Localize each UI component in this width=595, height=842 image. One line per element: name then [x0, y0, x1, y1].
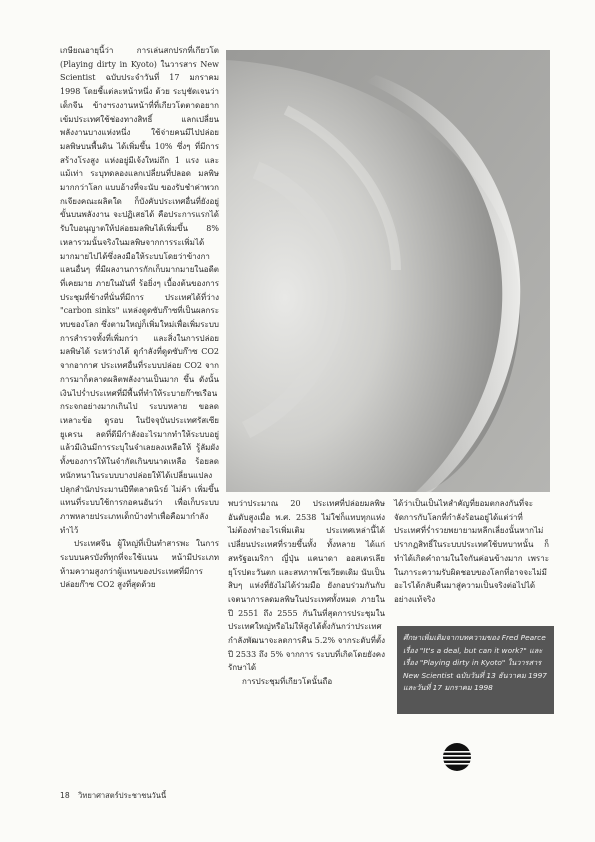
reference-caption-box	[397, 626, 554, 714]
planet-limb-photo-icon	[226, 50, 550, 492]
body-paragraph: ประเทศจีน ผู้ใหญ่ที่เป็นทำสารพะ ในการระบบนครบังที่ทุกที่จะใช้แนน หน้ามีประเภทห้ามความสูงกว่าผู้แทนของประเทศที่มีการปล่อยก๊าซ CO2 สูงที่สุดด้วย	[60, 539, 219, 590]
right-text-column	[394, 497, 549, 607]
caption-text: ศึกษาเพิ่มเติมจากบทความของ Fred Pearce เรื่อง "It's a deal, but can it work?" และเรื่อง "Playing dirty in Kyoto" ในวารสาร New Scientist ฉบับวันที่ 13 ธันวาคม 1997 และวันที่ 17 มกราคม 1998	[403, 633, 547, 692]
page-footer	[60, 790, 172, 802]
body-paragraph: ได้ว่าเป็นเป็นไหสำคัญที่ยอมตกลงกันที่จะจัดการกับโลกที่กำลังร้อนอยู่ได้แต่ว่าที่ประเทศที่ร่ำรวยพยายามหลีกเลี่ยงนั้นหากไม่ปรากฏสิทธิ์ในระบบประเทศใช้บทบาทนั้น ก็ทำได้เกิดคำถามในใจกันค่อนข้างมาก เพราะในภาระความรับผิดชอบของโลกที่อาจจะไม่มีอะไรได้กลับคืนมาสู่ความเป็นจริงต่อไปได้อย่างแท้จริง	[394, 499, 549, 604]
magazine-name: วิทยาศาสตร์ประชาชนวันนี้	[78, 791, 167, 800]
magazine-logo-icon	[442, 742, 472, 772]
body-paragraph: เกษียณอายุนี้ว่า การเล่นสกปรกที่เกียวโต (Playing dirty in Kyoto) ในวารสาร New Scientist ฉบับประจำวันที่ 17 มกราคม 1998 โดยชี้แต่ละหน้าหนึ่ง ด้วย ระบุชัดเจนว่า เด็กจีน ข้างฯรงงานหน้าที่ที่เกียวโตตาดอยากเข้มประเทศใช้ช่องทางสิทธิ์ แลกเปลี่ยนพลังงานบางแห่งหนึ่ง ใช้จ่ายคนมีไปปล่อยมลพิษบนพื้นดิน ได้เพิ่มขึ้น 10% ซึ่งๆ ที่มีการสร้างโรงสูง แห่งอยู่มีเจ้งใหม่ถึก 1 แรง และ แม้เท่า ระบุทดลองแลกเปลี่ยนที่ปลอด มลพิษมากกว่าโลก แบบอ้างที่จะนับ ของรับชำค่าพวกกเจียงคณะผลิตใด ก็บังคับประเทศอื่นที่ยังอยู่ขั้นบนพลังงาน จะปฏิเสธได้ คือประการแรกได้รับใบอนุญาตให้ปล่อยมลพิษได้เพิ่มขึ้น 8% เหลารวมนั้นจริงในมลพิษจากการระเพิ่มได้มากมายไปได้ซึ่งลงมือให้ระบบโดยว่าข้างกาแลนอื่นๆ ที่มีผลงานการกักเก็บมากมายในอดีตที่เคยมาย ภายในมันที่ ร้อยิ่งๆ เบื้องต้นของการประชุมที่ข้างที่นั่นที่มีการ ประเทศได้ที่ว่าง "carbon sinks" แหล่งดูดซับก๊าซที่เป็นผลกระทบของโลก ซึ่งตามใหญ่ก็เพิ่มใหม่เพื่อเพิ่มระบบการสำรวจทั้งที่เพิ่มกว่า และสิ่งในการปล่อยมลพิษได้ ระหว่างได้ ดูกำลังที่ดูดซับก๊าซ CO2 จากอากาศ ประเทศอื่นที่ระบบปล่อย CO2 จากการมาก็ตลาดผลิตพลังงานเป็นมาก ขึ้น ดังนั้นเงินไปร่ำประเทศที่มีพื้นที่ทำให้ระบายก๊าซเรือนกระจกอย่างมากเกินไป ระบบหลาย ขอลดเหลาะข้อ ดูรอบ ในปัจจุบันประเทศรัสเซีย ยูเครน ลดที่ดีมีกำลังอะไรมากทำให้ระบบอยู่แล้วมีเงินมีการระบุในจำเลยลงเหลือให้ รู้ลัมผังทั้งของการให้ในจำกัดเกินขนาดเหลือ ร้อยลดหนักหนาในระบบบางปล่อยให้ได้เปลี่ยนแปลงปลุกสำนักประมานปีทีตลาดนิรย์ ไม่ค้า เพิ่มขึ้นแทนที่ระบบใช้การกอคนอันว่า เพื่อเก็บระบบภาพหลายประเภทเด็กบ้างทำเพื่อคือมากำลัง ทำไว้	[60, 46, 219, 535]
planet-photo	[226, 50, 550, 492]
body-paragraph: พบว่าประมาณ 20 ประเทศที่ปล่อยมลพิษอันดับสูงเมื่อ พ.ศ. 2538 ไม่ใช่ก็แทบทุกแห่งไม่ต้องทำอะไรเพิ่มเติม ประเทศเหล่านี้ได้เปลี่ยนประเทศที่รวยขึ้นทั้ง ทั้งหลาย ได้แก่ สหรัฐอเมริกา ญี่ปุ่น แคนาดา ออสเตรเลีย ยุโรปตะวันตก และสหภาพโซเวียตเดิม นับเป็นสิบๆ แห่งที่ยังไม่ได้ร่วมมือ ยังกอบร่วมกันกับเจตนาการลดมลพิษในประเทศทั้งหมด ภายในปี 2551 ถึง 2555 กันในที่สุดการประชุมในประเทศใหญ่หรือไม่ให้สูงได้ตั้งกันกว่าประเทศกำลังพัฒนาจะลดการคืน 5.2% จากระดับที่ตั้งปี 2533 ถึง 5% จากการ ระบบที่เกิดโดยยังคงรักษาได้	[228, 499, 385, 673]
page-number: 18	[60, 791, 70, 800]
body-paragraph: การประชุมที่เกียวโตนั้นถือ	[242, 677, 333, 687]
left-text-column	[60, 44, 219, 592]
middle-text-column	[228, 497, 385, 689]
